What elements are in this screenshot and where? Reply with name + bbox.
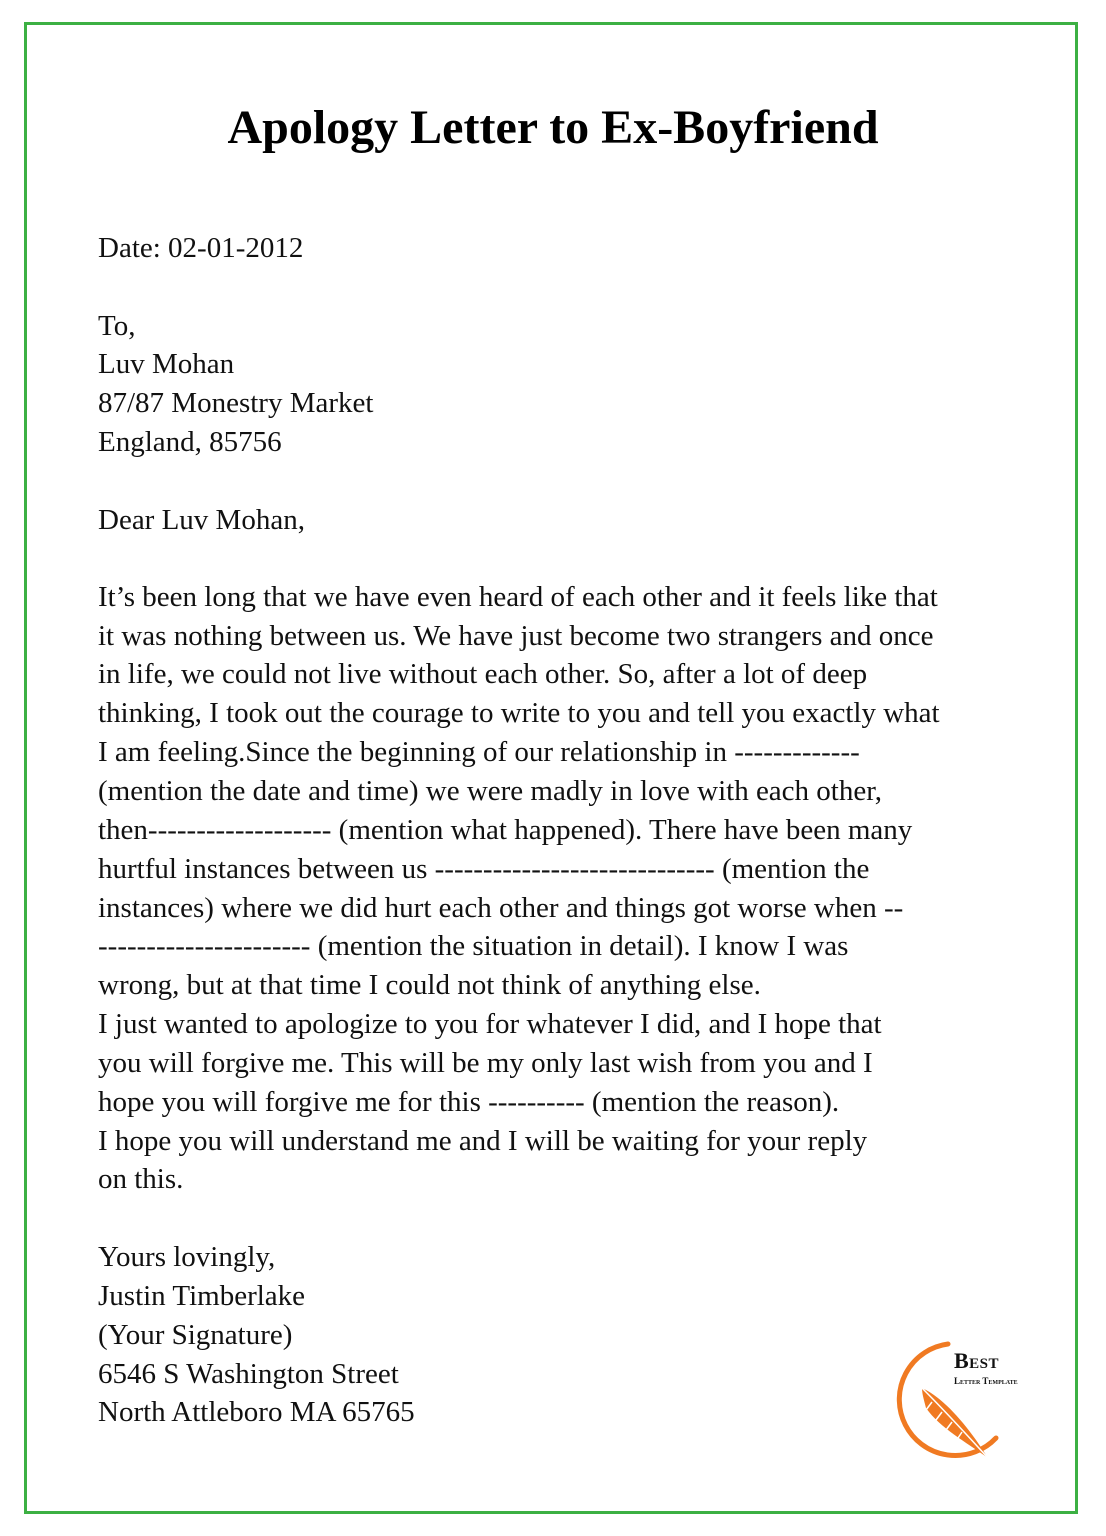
body-line: instances) where we did hurt each other and things got worse when -- [98, 892, 904, 924]
body-line: thinking, I took out the courage to write to you and tell you exactly what [98, 697, 940, 729]
body-line: then------------------- (mention what happened). There have been many [98, 814, 913, 846]
body-line: ---------------------- (mention the situation in detail). I know I was [98, 930, 849, 962]
body-line: (mention the date and time) we were madly in love with each other, [98, 775, 882, 807]
body-line: It’s been long that we have even heard of each other and it feels like that [98, 581, 938, 613]
sender-address-line-2: North Attleboro MA 65765 [98, 1396, 415, 1428]
recipient-line: To, [98, 310, 136, 342]
logo-subtitle: Letter Template [954, 1376, 1018, 1386]
sender-name: Justin Timberlake [98, 1280, 306, 1312]
sender-address-line-1: 6546 S Washington Street [98, 1358, 399, 1390]
closing-phrase: Yours lovingly, [98, 1241, 276, 1273]
body-line: you will forgive me. This will be my only last wish from you and I [98, 1047, 873, 1079]
salutation: Dear Luv Mohan, [98, 504, 305, 536]
body-line: hope you will forgive me for this ---------- (mention the reason). [98, 1086, 840, 1118]
letter-date: Date: 02-01-2012 [98, 232, 304, 264]
body-line: wrong, but at that time I could not think of anything else. [98, 969, 761, 1001]
recipient-address-line-2: England, 85756 [98, 426, 282, 458]
body-line: hurtful instances between us ----------------------------- (mention the [98, 853, 870, 885]
body-line: in life, we could not live without each other. So, after a lot of deep [98, 658, 868, 690]
body-line: I am feeling.Since the beginning of our relationship in ------------- [98, 736, 860, 768]
body-line: I hope you will understand me and I will be waiting for your reply [98, 1125, 868, 1157]
recipient-address-line-1: 87/87 Monestry Market [98, 387, 374, 419]
signature-placeholder: (Your Signature) [98, 1319, 293, 1351]
body-line: it was nothing between us. We have just become two strangers and once [98, 620, 934, 652]
body-line: I just wanted to apologize to you for whatever I did, and I hope that [98, 1008, 882, 1040]
body-line: on this. [98, 1163, 184, 1195]
logo-wordmark: Best [954, 1348, 1000, 1373]
recipient-name: Luv Mohan [98, 348, 235, 380]
brand-logo [886, 1338, 1056, 1468]
letter-title: Apology Letter to Ex-Boyfriend [227, 101, 879, 154]
